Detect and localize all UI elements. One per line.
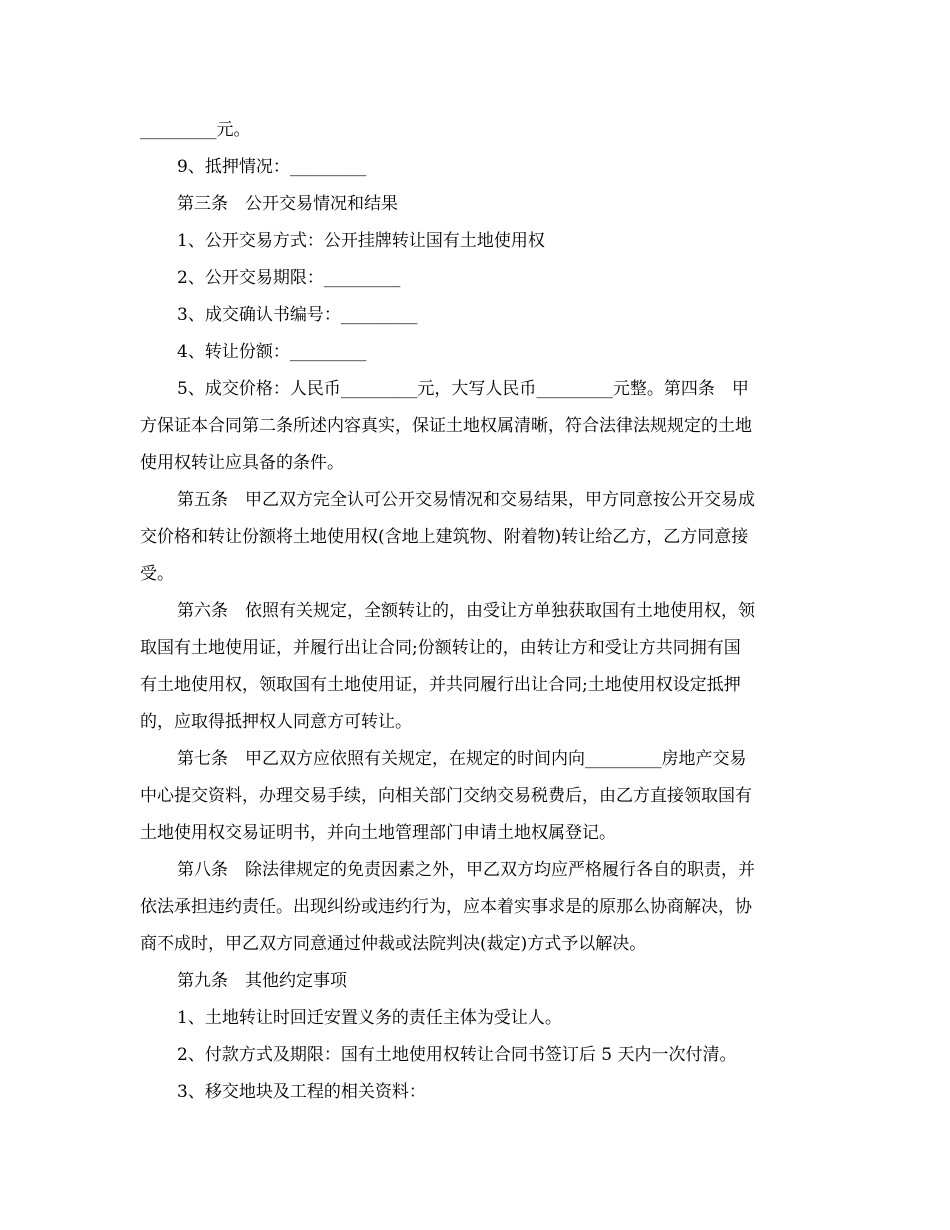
text-line: 2、付款方式及期限：国有土地使用权转让合同书签订后 5 天内一次付清。: [177, 1045, 737, 1065]
section-article-7: 第七条 甲乙双方应依照有关规定，在规定的时间内向_________房地产交易: [177, 749, 747, 769]
text-line: 中心提交资料，办理交易手续，向相关部门交纳交易税费后，由乙方直接领取国有: [140, 786, 752, 806]
text-line: 的，应取得抵押权人同意方可转让。: [140, 712, 412, 732]
text-line: 有土地使用权，领取国有土地使用证，并共同履行出让合同;土地使用权设定抵押: [140, 675, 741, 695]
text-line: 5、成交价格：人民币_________元，大写人民币_________元整。第四条 甲: [177, 379, 749, 399]
text-line: 商不成时，甲乙双方同意通过仲裁或法院判决(裁定)方式予以解决。: [140, 934, 647, 954]
section-heading-9: 第九条 其他约定事项: [177, 971, 347, 991]
text-line: 依法承担违约责任。出现纠纷或违约行为，应本着实事求是的原那么协商解决，协: [140, 897, 752, 917]
text-line: 3、移交地块及工程的相关资料：: [177, 1082, 426, 1102]
text-line: 使用权转让应具备的条件。: [140, 453, 344, 473]
text-line: 1、土地转让时回迁安置义务的责任主体为受让人。: [177, 1008, 562, 1028]
text-line: 受。: [140, 564, 174, 584]
text-line: _________元。: [140, 120, 251, 140]
section-article-5: 第五条 甲乙双方完全认可公开交易情况和交易结果，甲方同意按公开交易成: [177, 490, 755, 510]
text-line: 2、公开交易期限：_________: [177, 268, 401, 288]
text-line: 4、转让份额：_________: [177, 342, 367, 362]
text-line: 1、公开交易方式：公开挂牌转让国有土地使用权: [177, 231, 545, 251]
text-line: 土地使用权交易证明书，并向土地管理部门申请土地权属登记。: [140, 823, 616, 843]
text-line: 交价格和转让份额将土地使用权(含地上建筑物、附着物)转让给乙方，乙方同意接: [140, 527, 749, 547]
section-article-8: 第八条 除法律规定的免责因素之外，甲乙双方均应严格履行各自的职责，并: [177, 860, 755, 880]
text-line: 3、成交确认书编号：_________: [177, 305, 418, 325]
text-line: 方保证本合同第二条所述内容真实，保证土地权属清晰，符合法律法规规定的土地: [140, 416, 752, 436]
section-article-6: 第六条 依照有关规定，全额转让的，由受让方单独获取国有土地使用权，领: [177, 601, 755, 621]
text-line: 取国有土地使用证，并履行出让合同;份额转让的，由转让方和受让方共同拥有国: [140, 638, 741, 658]
contract-text-body: [140, 112, 810, 1111]
section-heading-3: 第三条 公开交易情况和结果: [177, 194, 398, 214]
text-line: 9、抵押情况：_________: [177, 157, 367, 177]
